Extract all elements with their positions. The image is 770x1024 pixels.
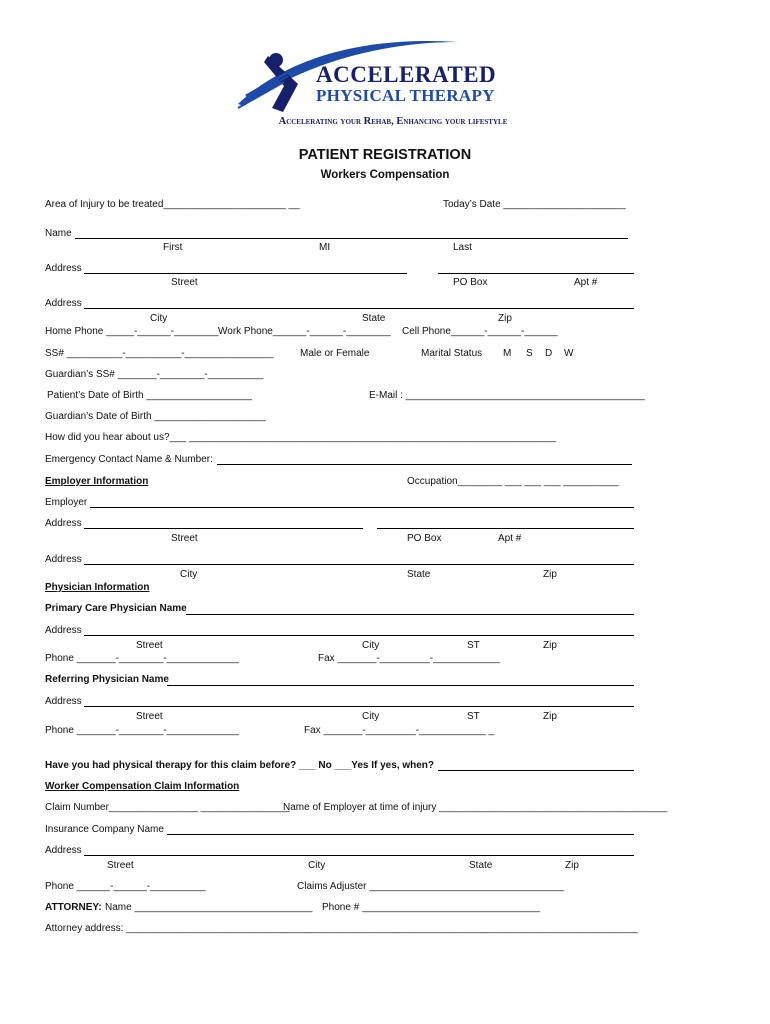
- ssn-field[interactable]: SS# __________-__________-________________: [45, 348, 274, 359]
- physician-address-line[interactable]: [84, 635, 634, 636]
- zip-caption: Zip: [498, 313, 512, 324]
- employer-address-label: Address: [45, 518, 82, 529]
- employer-pobox-caption: PO Box: [407, 533, 442, 544]
- claim-zip-caption: Zip: [565, 860, 579, 871]
- physician-address-label: Address: [45, 625, 82, 636]
- physician-st-caption: ST: [467, 640, 480, 651]
- primary-physician-line[interactable]: [186, 614, 634, 615]
- employer-at-injury-field[interactable]: Name of Employer at time of injury _________________________________________: [283, 802, 668, 813]
- how-heard-field[interactable]: How did you hear about us?___ __________________________________________________________________: [45, 432, 557, 443]
- attorney-phone-field[interactable]: Phone # ________________________________: [322, 902, 541, 913]
- todays-date-field[interactable]: Today’s Date ______________________: [443, 199, 626, 210]
- employer-address2-label: Address: [45, 554, 82, 565]
- guardian-dob-field[interactable]: Guardian’s Date of Birth ____________________: [45, 411, 266, 422]
- logo-name-line1: ACCELERATED: [316, 62, 497, 87]
- employer-state-caption: State: [407, 569, 431, 580]
- address-street-line[interactable]: [84, 273, 407, 274]
- employer-street-line[interactable]: [84, 528, 363, 529]
- attorney-label: ATTORNEY:: [45, 902, 102, 913]
- referring-zip-caption: Zip: [543, 711, 557, 722]
- marital-w-option[interactable]: W: [564, 348, 574, 359]
- employer-city-caption: City: [180, 569, 198, 580]
- claims-adjuster-field[interactable]: Claims Adjuster ___________________________________: [297, 881, 564, 892]
- insurance-company-label: Insurance Company Name: [45, 824, 164, 835]
- employer-pobox-line[interactable]: [377, 528, 634, 529]
- name-last-caption: Last: [453, 242, 472, 253]
- address2-line[interactable]: [84, 308, 634, 309]
- marital-m-option[interactable]: M: [503, 348, 512, 359]
- home-phone-field[interactable]: Home Phone _____-______-________: [45, 326, 219, 337]
- cell-phone-field[interactable]: Cell Phone______-______-______: [402, 326, 558, 337]
- page-title: PATIENT REGISTRATION: [298, 147, 472, 163]
- name-line[interactable]: [75, 238, 628, 239]
- guardian-ssn-field[interactable]: Guardian’s SS# _______-________-__________: [45, 369, 264, 380]
- claim-phone-field[interactable]: Phone ______-______-__________: [45, 881, 206, 892]
- prior-pt-when-line[interactable]: [438, 770, 634, 771]
- address-pobox-line[interactable]: [438, 273, 634, 274]
- referring-st-caption: ST: [467, 711, 480, 722]
- city-caption: City: [150, 313, 168, 324]
- street-caption: Street: [171, 277, 198, 288]
- occupation-field[interactable]: Occupation________ ___ ___ ___ __________: [407, 476, 619, 487]
- address-label: Address: [45, 263, 82, 274]
- claim-address-label: Address: [45, 845, 82, 856]
- area-of-injury-field[interactable]: Area of Injury to be treated______________________ __: [45, 199, 300, 210]
- employer-zip-caption: Zip: [543, 569, 557, 580]
- insurance-company-line[interactable]: [167, 834, 634, 835]
- claim-address-line[interactable]: [84, 855, 634, 856]
- employer-line[interactable]: [90, 507, 634, 508]
- name-mi-caption: MI: [319, 242, 331, 253]
- physician-fax-field[interactable]: Fax _______-_________-____________: [318, 653, 500, 664]
- physician-phone-field[interactable]: Phone _______-________-_____________: [45, 653, 240, 664]
- marital-d-option[interactable]: D: [545, 348, 553, 359]
- attorney-address-field[interactable]: Attorney address: ____________________________________________________________________________________________: [45, 923, 638, 934]
- pobox-caption: PO Box: [453, 277, 488, 288]
- patient-dob-field[interactable]: Patient’s Date of Birth ___________________: [47, 390, 252, 401]
- physician-street-caption: Street: [136, 640, 163, 651]
- sex-field[interactable]: Male or Female: [300, 348, 370, 359]
- referring-street-caption: Street: [136, 711, 163, 722]
- physician-heading: Physician Information: [45, 582, 150, 593]
- claim-heading: Worker Compensation Claim Information: [45, 781, 240, 792]
- referring-phone-field[interactable]: Phone _______-________-_____________: [45, 725, 240, 736]
- referring-address-label: Address: [45, 696, 82, 707]
- employer-apt-caption: Apt #: [498, 533, 522, 544]
- logo-tagline: Accelerating your Rehab, Enhancing your lifestyle: [278, 116, 508, 127]
- state-caption: State: [362, 313, 386, 324]
- page-subtitle: Workers Compensation: [320, 169, 450, 181]
- emergency-contact-line[interactable]: [217, 464, 632, 465]
- referring-city-caption: City: [362, 711, 380, 722]
- marital-status-label: Marital Status: [421, 348, 483, 359]
- physician-city-caption: City: [362, 640, 380, 651]
- referring-physician-line[interactable]: [167, 685, 634, 686]
- primary-physician-label: Primary Care Physician Name: [45, 603, 187, 614]
- employer-street-caption: Street: [171, 533, 198, 544]
- claim-city-caption: City: [308, 860, 326, 871]
- name-first-caption: First: [163, 242, 183, 253]
- logo-name-line2: PHYSICAL THERAPY: [316, 86, 495, 105]
- employer-address2-line[interactable]: [84, 564, 634, 565]
- attorney-name-field[interactable]: Name ________________________________: [105, 902, 313, 913]
- physician-zip-caption: Zip: [543, 640, 557, 651]
- company-logo: [228, 36, 558, 136]
- referring-address-line[interactable]: [84, 706, 634, 707]
- claim-number-field[interactable]: Claim Number________________ ________________: [45, 802, 290, 813]
- referring-fax-field[interactable]: Fax _______-_________-____________ _: [304, 725, 495, 736]
- claim-state-caption: State: [469, 860, 493, 871]
- name-label: Name: [45, 228, 72, 239]
- claim-street-caption: Street: [107, 860, 134, 871]
- marital-s-option[interactable]: S: [526, 348, 533, 359]
- apt-caption: Apt #: [574, 277, 598, 288]
- emergency-contact-label: Emergency Contact Name & Number:: [45, 454, 213, 465]
- employer-heading: Employer Information: [45, 476, 149, 487]
- work-phone-field[interactable]: Work Phone______-______-________: [218, 326, 391, 337]
- prior-pt-question: Have you had physical therapy for this claim before? ___ No ___Yes If yes, when?: [45, 760, 435, 771]
- employer-label: Employer: [45, 497, 88, 508]
- referring-physician-label: Referring Physician Name: [45, 674, 169, 685]
- address2-label: Address: [45, 298, 82, 309]
- email-field[interactable]: E-Mail : ___________________________________________: [369, 390, 645, 401]
